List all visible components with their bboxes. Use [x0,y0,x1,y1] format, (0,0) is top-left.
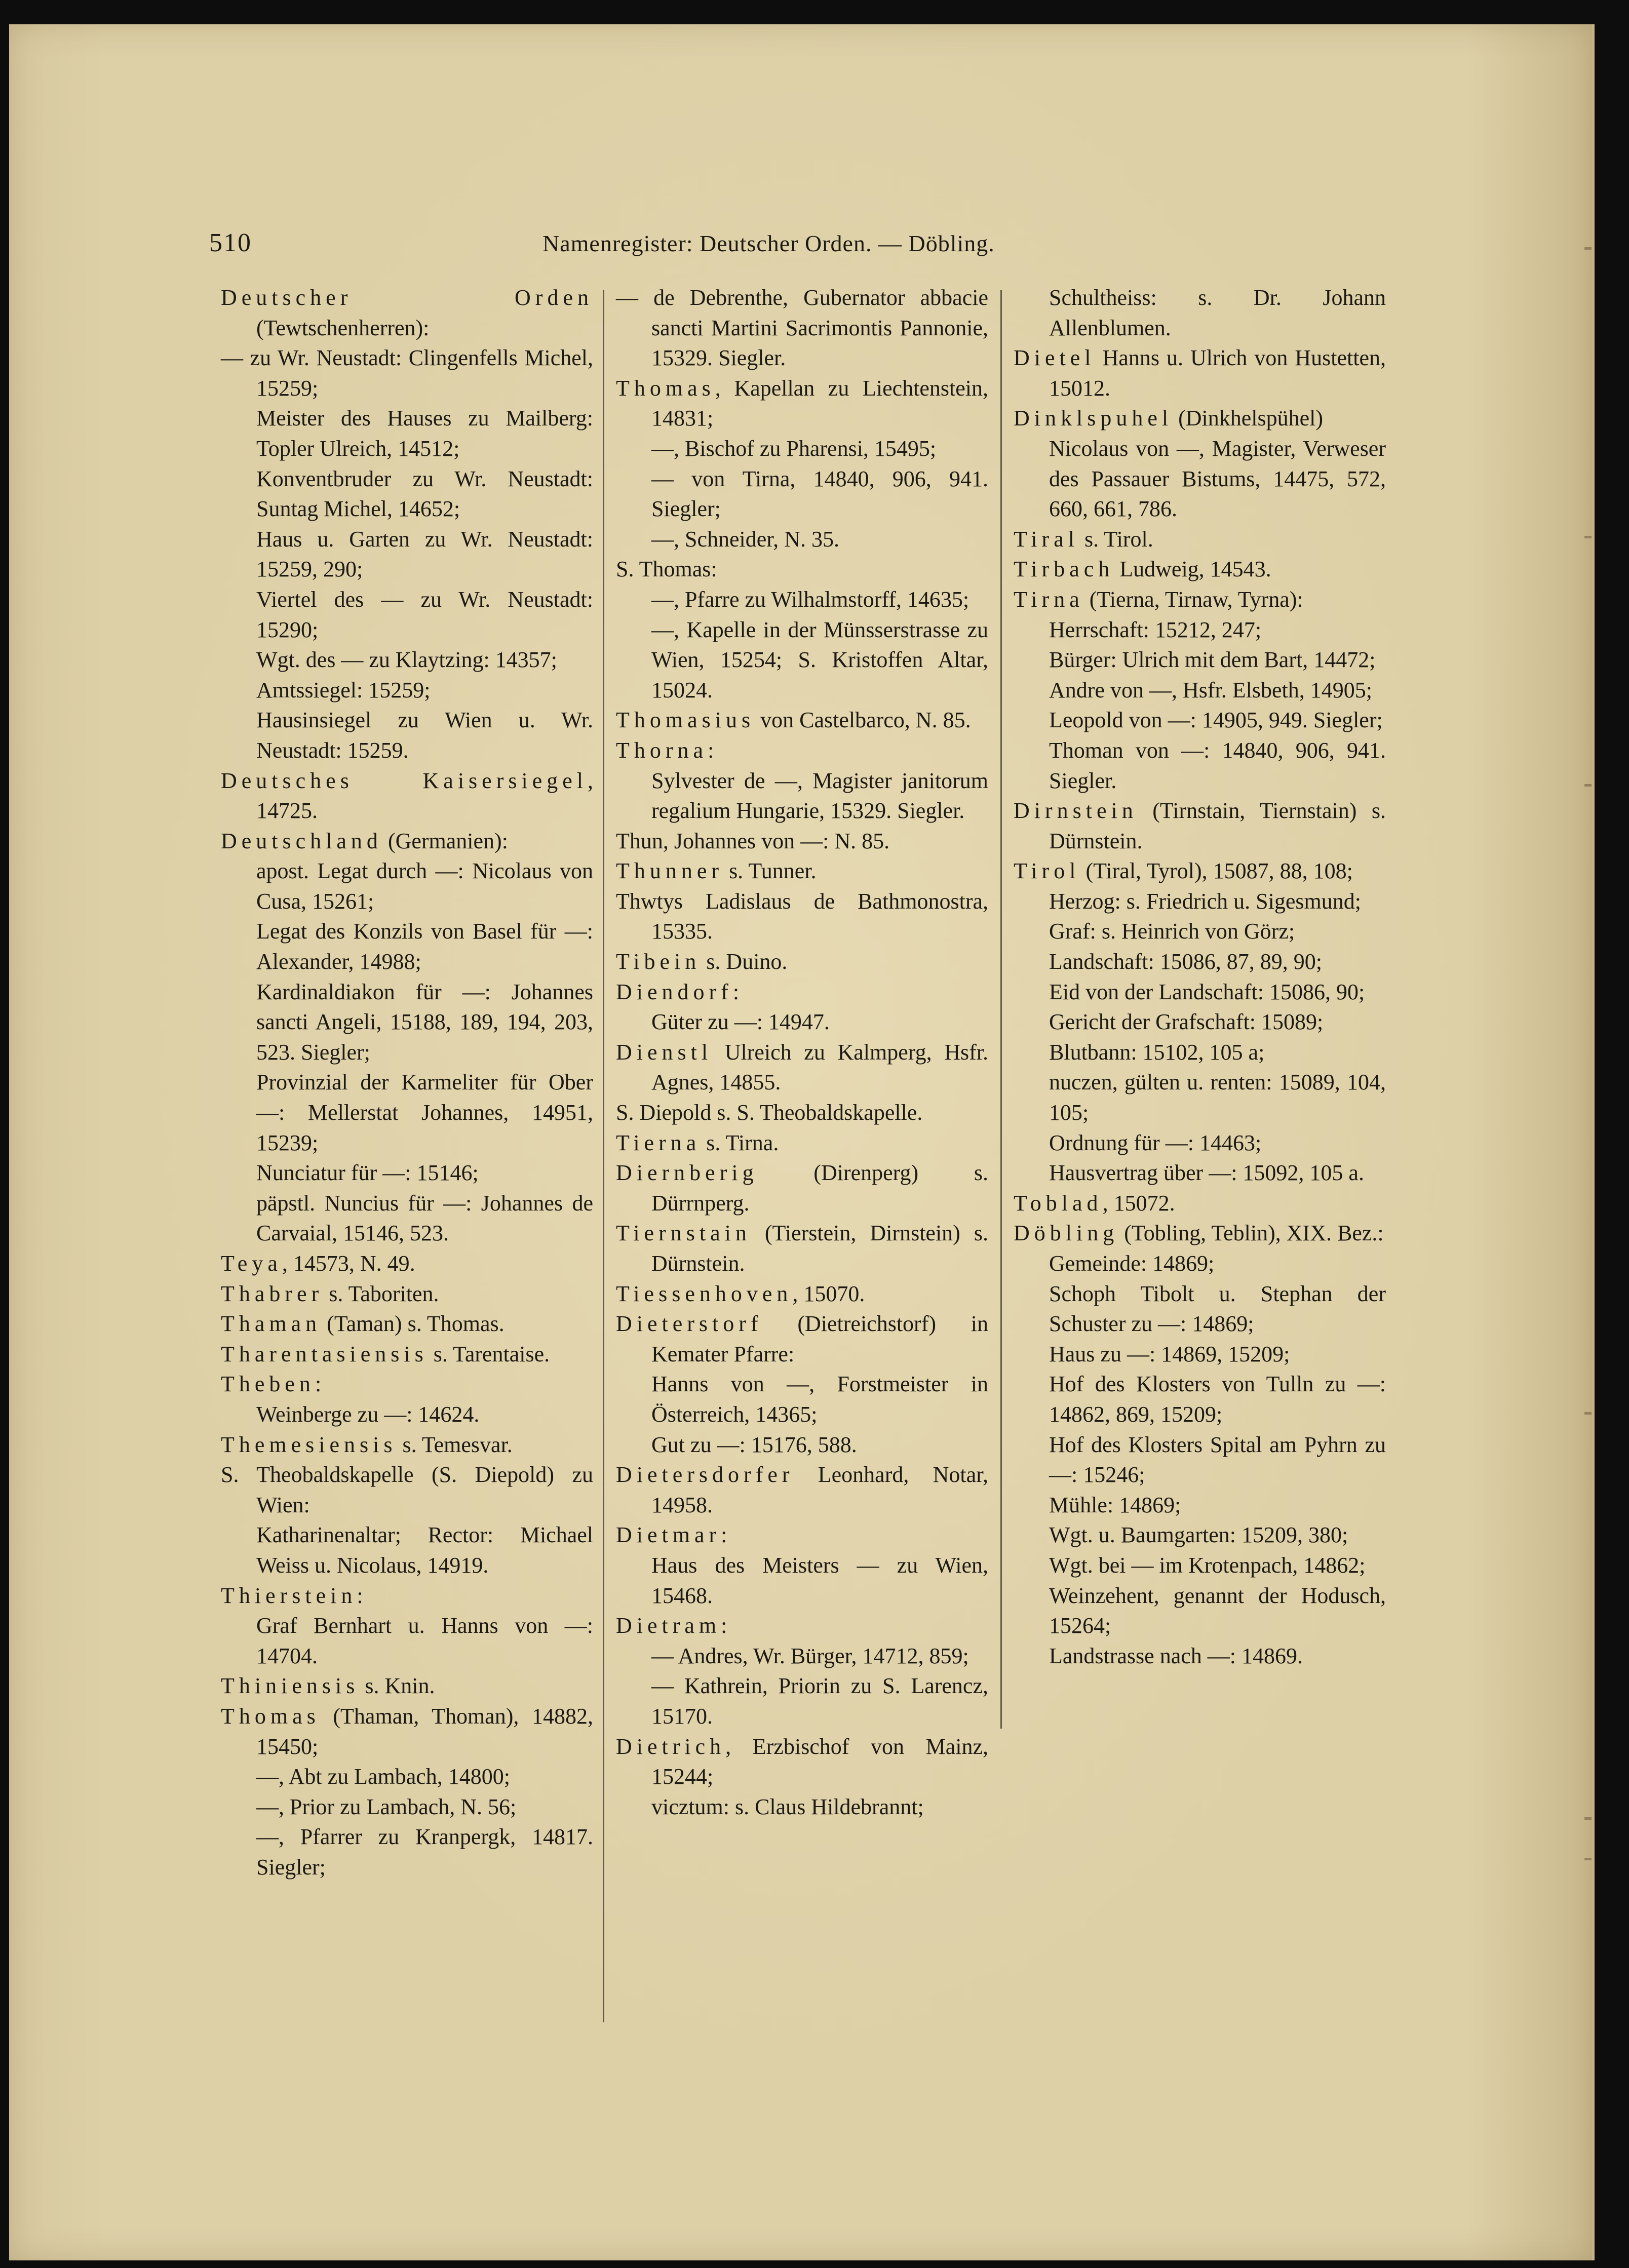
index-headword: Dietel [1014,345,1096,371]
index-entry-text: s. Tirol. [1078,526,1153,552]
index-subentry: Hanns von —, Forstmeister in Österreich, 14365; [651,1372,988,1427]
index-entry-text: , 15072. [1102,1190,1175,1216]
index-entry-text: S. Theobaldskapelle (S. Diepold) zu Wien: [221,1462,593,1517]
column-divider [603,290,604,2022]
index-subentry: Ordnung für —: 14463; [1049,1130,1262,1155]
book-page [9,24,1595,2260]
index-subentry: Schoph Tibolt u. Stephan der Schuster zu —: 14869; [1049,1281,1386,1337]
index-entry-text: (Dietreichstorf) in Kemater Pfarre: [651,1311,988,1366]
index-entry-text: Ulreich zu Kalmperg, Hsfr. Agnes, 14855. [651,1039,988,1095]
index-entry-text: (Direnperg) s. Dürrnperg. [651,1160,988,1216]
index-subentry: —, Abt zu Lambach, 14800; [256,1764,511,1789]
index-entry [221,1671,593,1701]
index-subentry: apost. Legat durch —: Nicolaus von Cusa, 15261; [256,858,593,914]
page-right-edge [1592,24,1595,2260]
index-entry [221,1339,593,1370]
index-entry [616,947,988,977]
index-entry-text: s. Knin. [359,1673,435,1699]
index-headword: Thiniensis [221,1673,360,1699]
index-subentry: Konventbruder zu Wr. Neustadt: Suntag Michel, 14652; [256,466,593,522]
index-subentry: Hausinsiegel zu Wien u. Wr. Neustadt: 15259. [256,708,593,763]
index-entry [616,1611,988,1641]
index-headword: Thabrer [221,1281,324,1306]
index-entry [221,343,593,403]
index-headword: Dietram [616,1613,721,1638]
index-headword: Tibein [616,949,701,974]
index-entry-text: : [721,1522,727,1548]
index-subentry: Herrschaft: 15212, 247; [1049,617,1262,642]
index-subentry: Amtssiegel: 15259; [256,677,431,702]
index-entry [616,1732,988,1792]
index-headword: Thomas [616,375,715,401]
index-entry-text: (Taman) s. Thomas. [321,1311,505,1337]
index-entry-text: s. Tirna. [701,1130,779,1155]
index-entry-text: Leonhard, Notar, 14958. [651,1462,988,1517]
index-entry [221,283,593,343]
index-headword: Tiernstain [616,1221,751,1246]
index-headword: Thomas [221,1703,320,1729]
index-entry [1014,524,1386,555]
index-subentry: — Andres, Wr. Bürger, 14712, 859; [651,1643,969,1668]
index-headword: Thierstein [221,1583,357,1608]
index-subentry: Weinberge zu —: 14624. [256,1401,480,1427]
index-subentry: Gut zu —: 15176, 588. [651,1432,857,1457]
index-subentry: Herzog: s. Friedrich u. Sigesmund; [1049,888,1361,914]
index-entry-text: (Tierstein, Dirnstein) s. Dürnstein. [651,1221,988,1276]
index-entry [1014,1188,1386,1219]
index-column-3 [1014,283,1386,1671]
index-entry [616,1218,988,1278]
index-headword: Deutsches Kaisersiegel [221,768,588,793]
index-entry-text: s. Temesvar. [397,1432,513,1457]
index-subentry: Weinzehent, genannt der Hodusch, 15264; [1049,1583,1386,1638]
index-entry [221,1581,593,1611]
index-entry-text: s. Taboriten. [323,1281,439,1306]
index-entry-text: s. Tunner. [723,858,817,884]
index-entry-text: (Tierna, Tirnaw, Tyrna): [1083,586,1303,612]
index-entry-text: s. Tarentaise. [428,1341,550,1366]
index-subentry: Graf: s. Heinrich von Görz; [1049,919,1295,944]
index-subentry: vicztum: s. Claus Hildebrannt; [651,1794,924,1819]
index-subentry: Eid von der Landschaft: 15086, 90; [1049,979,1365,1004]
index-subentry: Blutbann: 15102, 105 a; [1049,1039,1265,1065]
index-entry [1014,856,1386,886]
index-subentry: Graf Bernhart u. Hanns von —: 14704. [256,1613,593,1668]
index-entry [616,886,988,947]
index-entry [221,766,593,826]
index-entry-text: von Castelbarco, N. 85. [755,708,971,733]
running-header [9,228,1595,263]
index-entry [221,1248,593,1279]
index-headword: Tirna [1014,586,1084,612]
page-number: 510 [209,228,252,257]
index-entry [616,1098,988,1128]
index-entry [221,1701,593,1762]
index-entry [616,735,988,766]
index-entry-text: (Tirnstain, Tiernstain) s. Dürnstein. [1049,798,1386,853]
index-subentry: Wgt. u. Baumgarten: 15209, 380; [1049,1522,1348,1548]
index-entry [616,1309,988,1369]
index-headword: Dietersdorfer [616,1462,794,1488]
index-entry-text: , 14573, N. 49. [282,1251,415,1276]
index-headword: Dinklspuhel [1014,406,1173,431]
index-headword: Diendorf [616,979,733,1004]
edge-mark [1584,536,1592,538]
index-entry-text: , Erzbischof von Mainz, 15244; [651,1734,988,1789]
index-headword: Teya [221,1251,282,1276]
edge-mark [1584,784,1592,787]
index-entry-text: : [708,737,714,763]
index-subentry: Nunciatur für —: 15146; [256,1160,479,1186]
index-subentry: Mühle: 14869; [1049,1492,1181,1517]
index-subentry: Gericht der Grafschaft: 15089; [1049,1009,1324,1035]
index-subentry: — Kathrein, Priorin zu S. Larencz, 15170. [651,1673,988,1729]
index-headword: Tharentasiensis [221,1341,428,1366]
index-subentry: Haus u. Garten zu Wr. Neustadt: 15259, 290; [256,526,593,582]
index-entry [221,1279,593,1309]
index-subentry: Schultheiss: s. Dr. Johann Allenblumen. [1049,285,1386,340]
index-subentry: Gemeinde: 14869; [1049,1251,1215,1276]
index-subentry: Hof des Klosters von Tulln zu —: 14862, 869, 15209; [1049,1372,1386,1427]
index-headword: Tiessenhoven [616,1281,793,1306]
index-headword: Theben [221,1372,315,1397]
index-entry [616,1460,988,1520]
index-headword: Dietrich [616,1734,726,1759]
index-subentry: —, Bischof zu Pharensi, 15495; [651,436,937,461]
index-entry [616,1520,988,1550]
index-entry [221,1430,593,1460]
index-entry [221,1309,593,1339]
index-entry-text: : [721,1613,727,1638]
index-entry [1014,1218,1386,1248]
index-entry-text: Ludweig, 14543. [1114,557,1271,582]
index-subentry: Leopold von —: 14905, 949. Siegler; [1049,708,1383,733]
index-entry-text: , Kapellan zu Liechtenstein, 14831; [651,375,988,431]
index-entry-text: Thwtys Ladislaus de Bathmonostra, 15335. [616,888,988,944]
index-entry-text: , 14725. [256,768,593,824]
index-entry-text: (Germanien): [382,828,508,853]
index-subentry: Sylvester de —, Magister janitorum regalium Hungarie, 15329. Siegler. [651,768,988,824]
index-entry-text: S. Thomas: [616,557,717,582]
index-subentry: Katharinenaltar; Rector: Michael Weiss u. Nicolaus, 14919. [256,1522,593,1578]
index-headword: Tirbach [1014,557,1114,582]
index-subentry: Andre von —, Hsfr. Elsbeth, 14905; [1049,677,1372,702]
index-subentry: nuczen, gülten u. renten: 15089, 104, 105; [1049,1070,1386,1125]
index-headword: Themesiensis [221,1432,397,1457]
index-entry [1014,796,1386,856]
index-entry-text: Hanns u. Ulrich von Hustetten, 15012. [1049,345,1386,401]
edge-mark [1584,1858,1592,1860]
index-entry [1014,403,1386,434]
index-subentry: Meister des Hauses zu Mailberg: Topler Ulreich, 14512; [256,406,593,461]
index-subentry: Viertel des — zu Wr. Neustadt: 15290; [256,586,593,642]
index-entry [616,1158,988,1218]
index-entry-text: (Tewtschenherren): [256,315,430,340]
index-headword: Thorna [616,737,708,763]
index-headword: Thaman [221,1311,322,1337]
index-entry [221,1460,593,1520]
index-subentry: Kardinaldiakon für —: Johannes sancti Angeli, 15188, 189, 194, 203, 523. Siegler; [256,979,593,1065]
index-entry-text: : [732,979,740,1004]
index-subentry: —, Schneider, N. 35. [651,526,839,552]
index-entry-text: (Thaman, Thoman), 14882, 15450; [256,1703,593,1759]
index-subentry: Nicolaus von —, Magister, Verweser des Passauer Bistums, 14475, 572, 660, 661, 786. [1049,436,1386,522]
index-headword: Diernberig [616,1160,758,1186]
index-entry-text: — zu Wr. Neustadt: Clingenfells Michel, 15259; [221,345,593,401]
index-headword: Tirol [1014,858,1080,884]
index-headword: Thunner [616,858,724,884]
index-entry [616,1279,988,1309]
index-subentry: Güter zu —: 14947. [651,1009,830,1035]
index-entry-text: S. Diepold s. S. Theobaldskapelle. [616,1100,923,1125]
index-subentry: Wgt. bei — im Krotenpach, 14862; [1049,1552,1366,1578]
index-subentry: Hof des Klosters Spital am Pyhrn zu —: 15246; [1049,1432,1386,1488]
index-subentry: Haus zu —: 14869, 15209; [1049,1341,1290,1366]
index-subentry: —, Kapelle in der Münsserstrasse zu Wien, 15254; S. Kristoffen Altar, 15024. [651,617,988,702]
edge-mark [1584,1412,1592,1415]
index-headword: Deutschland [221,828,382,853]
index-entry-text: (Dinkhelspühel) [1173,406,1324,431]
index-entry [616,554,988,584]
index-column-2 [616,283,988,1822]
index-headword: Toblad [1014,1190,1103,1216]
index-subentry: —, Pfarrer zu Kranpergk, 14817. Siegler; [256,1824,593,1880]
index-headword: Tierna [616,1130,701,1155]
index-entry [221,826,593,856]
index-headword: Dienstl [616,1039,713,1065]
index-entry [616,977,988,1007]
index-entry-text: (Tiral, Tyrol), 15087, 88, 108; [1080,858,1353,884]
index-entry [1014,584,1386,615]
index-headword: Dieterstorf [616,1311,763,1337]
index-subentry: Landstrasse nach —: 14869. [1049,1643,1303,1668]
index-subentry: Landschaft: 15086, 87, 89, 90; [1049,949,1322,974]
index-entry-text: : [357,1583,363,1608]
index-headword: Döbling [1014,1221,1119,1246]
index-entry-text: : [315,1372,322,1397]
index-entry [616,826,988,856]
index-entry [616,373,988,434]
index-subentry: Legat des Konzils von Basel für —: Alexander, 14988; [256,919,593,974]
index-entry-text: — de Debrenthe, Gubernator abbacie sancti Martini Sacrimontis Pannonie, 15329. Siegler. [616,285,988,371]
index-entry-text: , 15070. [792,1281,865,1306]
running-title: Namenregister: Deutscher Orden. — Döbling. [542,230,995,256]
index-entry [616,1037,988,1098]
index-entry [616,283,988,373]
index-headword: Thomasius [616,708,755,733]
index-subentry: —, Pfarre zu Wilhalmstorff, 14635; [651,586,969,612]
index-entry [221,1369,593,1399]
index-subentry: Thoman von —: 14840, 906, 941. Siegler. [1049,737,1386,793]
edge-mark [1584,1817,1592,1820]
column-divider [1000,290,1002,1729]
index-subentry: Wgt. des — zu Klaytzing: 14357; [256,647,557,673]
index-entry [1014,343,1386,403]
index-entry [616,856,988,886]
index-entry-text: Thun, Johannes von —: N. 85. [616,828,890,853]
index-subentry: — von Tirna, 14840, 906, 941. Siegler; [651,466,988,522]
index-subentry: Haus des Meisters — zu Wien, 15468. [651,1552,988,1608]
index-subentry: —, Prior zu Lambach, N. 56; [256,1794,517,1819]
index-headword: Dirnstein [1014,798,1138,824]
index-entry [1014,554,1386,584]
index-entry [616,1128,988,1158]
index-subentry: Bürger: Ulrich mit dem Bart, 14472; [1049,647,1376,673]
index-entry-text: s. Duino. [701,949,788,974]
index-subentry: päpstl. Nuncius für —: Johannes de Carvaial, 15146, 523. [256,1190,593,1246]
index-entry [616,705,988,735]
index-column-1 [221,283,593,1882]
index-headword: Tiral [1014,526,1079,552]
index-subentry: Provinzial der Karmeliter für Ober —: Mellerstat Johannes, 14951, 15239; [256,1070,593,1155]
index-headword: Dietmar [616,1522,721,1548]
index-headword: Deutscher Orden [221,285,593,310]
index-entry-text: (Tobling, Teblin), XIX. Bez.: [1118,1221,1384,1246]
index-subentry: Hausvertrag über —: 15092, 105 a. [1049,1160,1364,1186]
